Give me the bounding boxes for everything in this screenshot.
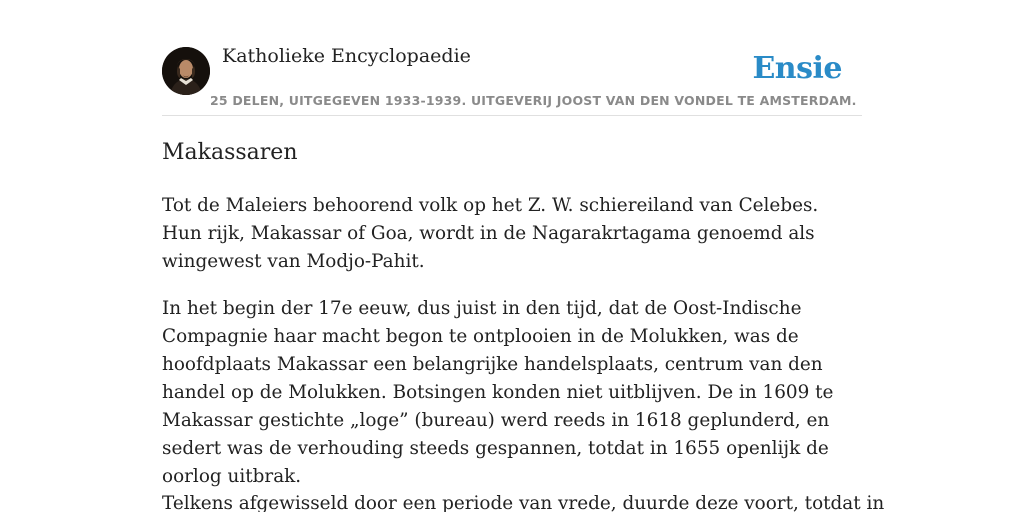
publication-subtitle: 25 DELEN, UITGEGEVEN 1933-1939. UITGEVERIJ JOOST VAN DEN VONDEL TE AMSTERDAM. (210, 93, 857, 108)
article-title: Makassaren (162, 140, 298, 165)
article-paragraph: In het begin der 17e eeuw, dus juist in den tijd, dat de Oost-Indische Compagnie haar macht begon te ontplooien in de Molukken, was de hoofdplaats Makassar een belangrijke handelsplaats, centrum van den handel op de Molukken. Botsingen konden niet uitblijven. De in 1609 te Makassar gestichte „loge” (bureau) werd reeds in 1618 geplunderd, en sedert was de verhouding steeds gespannen, totdat in 1655 openlijk de oorlog uitbrak. (162, 298, 834, 487)
publication-title[interactable]: Katholieke Encyclopaedie (222, 45, 471, 67)
article-paragraph: Telkens afgewisseld door een periode van vrede, duurde deze voort, totdat in (162, 493, 885, 512)
page-container (162, 0, 885, 512)
publication-header (162, 0, 862, 116)
ensie-logo-link[interactable]: Ensie (752, 51, 842, 86)
article-paragraph: Tot de Maleiers behoorend volk op het Z. W. schiereiland van Celebes. Hun rijk, Makassar of Goa, wordt in de Nagarakrtagama genoemd als wingewest van Modjo-Pahit. (162, 195, 819, 272)
portrait-avatar-icon[interactable] (162, 47, 210, 95)
